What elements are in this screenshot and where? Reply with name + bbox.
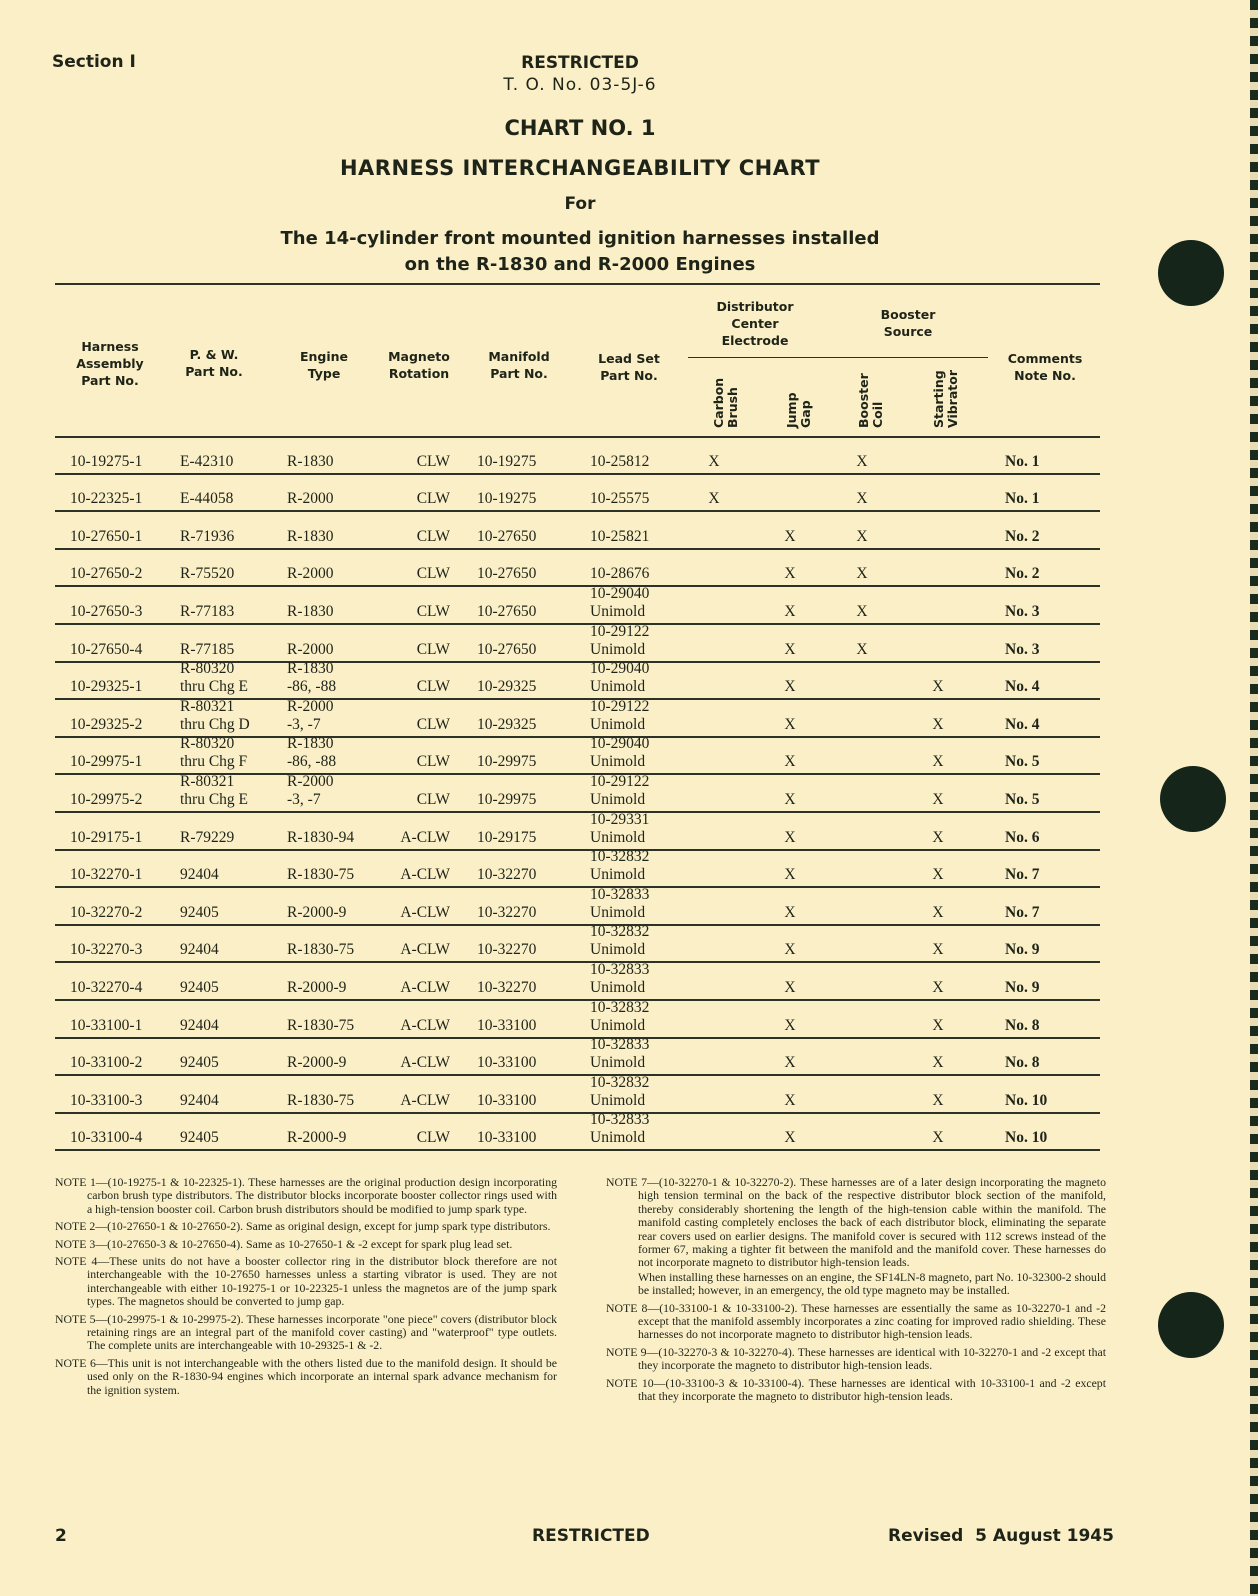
cell-magneto: A-CLW — [400, 828, 450, 846]
table-row — [55, 998, 1100, 1039]
cell-engine: R-1830-75 — [287, 941, 355, 959]
note-label: NOTE 4 — [55, 1254, 98, 1269]
cell-pw: 92404 — [180, 1091, 219, 1109]
cell-magneto: A-CLW — [400, 978, 450, 996]
cell-note: No. 9 — [1005, 941, 1040, 959]
chart-subtitle — [0, 226, 1160, 278]
header-text: Comments — [1007, 351, 1083, 366]
cell-cb: X — [708, 490, 720, 508]
header-text: Electrode — [721, 333, 789, 348]
cell-manifold: 10-33100 — [477, 1129, 537, 1147]
cell-engine: R-2000-9 — [287, 978, 347, 996]
cell-magneto: A-CLW — [400, 1016, 450, 1034]
cell-pw: E-42310 — [180, 452, 234, 470]
cell-leadset: 10-32832 Unimold — [590, 848, 650, 884]
cell-sv: X — [932, 1129, 944, 1147]
note-note-1 — [55, 1176, 557, 1216]
header-text: Harness — [81, 339, 139, 354]
note-text: —These units do not have a booster collector ring in the distributor block therefore are not interchangeable with the 10-27650 harnesses unless a starting vibrator is used. They are not interchangeable with either 10-19275-1 or 10-22325-1 unless the magnetos are of the jump spark types. The magnetos should be converted to jump gap. — [87, 1254, 557, 1309]
table-row — [55, 697, 1100, 738]
cell-manifold: 10-27650 — [477, 527, 537, 545]
cell-harness: 10-27650-1 — [70, 527, 143, 545]
cell-manifold: 10-32270 — [477, 866, 537, 884]
header-text: Manifold — [488, 349, 550, 364]
cell-manifold: 10-32270 — [477, 903, 537, 921]
table-row — [55, 1111, 1100, 1152]
cell-sv: X — [932, 715, 944, 733]
cell-leadset: 10-29122 Unimold — [590, 772, 650, 808]
note-note-8 — [606, 1302, 1106, 1342]
cell-manifold: 10-29325 — [477, 678, 537, 696]
note-text: —(10-32270-3 & 10-32270-4). These harnesses are identical with 10-32270-1 and -2 except that they incorporate the magneto to distributor high-tension leads. — [638, 1344, 1106, 1373]
header-text: Magneto — [388, 349, 450, 364]
punch-hole-icon — [1158, 240, 1224, 306]
page-number: 2 — [55, 1526, 67, 1546]
cell-leadset: 10-29122 Unimold — [590, 622, 650, 658]
cell-harness: 10-29975-1 — [70, 753, 143, 771]
table-row — [55, 1073, 1100, 1114]
header-text: Part No. — [81, 373, 139, 388]
cell-engine: R-2000 — [287, 640, 334, 658]
note-text: —(10-19275-1 & 10-22325-1). These harnesses are the original production design incorporating carbon brush type distributors. The distributor blocks incorporate booster collector rings used with a high-tension booster coil. Carbon brush distributors should be modified to jump spark type. — [87, 1175, 557, 1216]
cell-engine: R-2000 -3, -7 — [287, 697, 334, 733]
cell-harness: 10-32270-2 — [70, 903, 143, 921]
col-header-pw — [174, 346, 254, 380]
note-text: —(10-27650-3 & 10-27650-4). Same as 10-27650-1 & -2 except for spark plug lead set. — [95, 1236, 513, 1251]
header-text: Booster — [880, 307, 936, 322]
header-text: Coil — [870, 401, 885, 428]
cell-note: No. 3 — [1005, 602, 1040, 620]
cell-jg: X — [784, 903, 796, 921]
cell-harness: 10-32270-1 — [70, 866, 143, 884]
cell-jg: X — [784, 565, 796, 583]
note-text: —(10-29975-1 & 10-29975-2). These harnesses incorporate "one piece" covers (distributor block retaining rings are an integral part of the manifold cover casting) and "waterproof" type outlets. The complete units are interchangeable with 10-29325-1 & -2. — [87, 1311, 557, 1353]
cell-sv: X — [932, 941, 944, 959]
cell-jg: X — [784, 715, 796, 733]
note-extra-text: When installing these harnesses on an engine, the SF14LN-8 magneto, part No. 10-32300-2 should be installed; however, in an emergency, the old type magneto may be installed. — [638, 1269, 1106, 1298]
col-header-starting-vibrator — [932, 370, 960, 428]
cell-pw: 92404 — [180, 941, 219, 959]
cell-jg: X — [784, 790, 796, 808]
cell-magneto: A-CLW — [400, 1091, 450, 1109]
table-row — [55, 960, 1100, 1001]
col-header-engine — [284, 348, 364, 382]
cell-note: No. 4 — [1005, 715, 1040, 733]
cell-engine: R-1830-94 — [287, 828, 355, 846]
chart-title: HARNESS INTERCHANGEABILITY CHART — [339, 156, 821, 180]
col-group-booster — [858, 306, 958, 340]
cell-harness: 10-29975-2 — [70, 790, 143, 808]
col-header-magneto — [376, 348, 462, 382]
cell-harness: 10-27650-3 — [70, 602, 143, 620]
header-text: Lead Set — [598, 351, 660, 366]
cell-manifold: 10-29175 — [477, 828, 537, 846]
cell-note: No. 9 — [1005, 978, 1040, 996]
cell-engine: R-2000-9 — [287, 903, 347, 921]
cell-manifold: 10-27650 — [477, 602, 537, 620]
cell-leadset: 10-29122 Unimold — [590, 697, 650, 733]
cell-leadset: 10-25575 — [590, 490, 650, 508]
cell-leadset: 10-32833 Unimold — [590, 1111, 650, 1147]
cell-jg: X — [784, 1091, 796, 1109]
cell-engine: R-1830 -86, -88 — [287, 660, 337, 696]
cell-pw: E-44058 — [180, 490, 234, 508]
cell-note: No. 3 — [1005, 640, 1040, 658]
cell-note: No. 6 — [1005, 828, 1040, 846]
cell-sv: X — [932, 978, 944, 996]
cell-sv: X — [932, 678, 944, 696]
cell-sv: X — [932, 903, 944, 921]
table-row — [55, 550, 1100, 588]
note-text: —(10-32270-1 & 10-32270-2). These harnesses are of a later design incorporating the magneto high tension terminal on the back of the respective distributor block section of the manifold, thereby considerably shortening the length of the high-tension cable within the manifold. The manifold casting completely encloses the back of each distributor block, eliminating the separate rear covers used on earlier designs. The manifold cover is secured with 112 screws instead of the former 67, making a tighter fit between the manifold and the manifold cover. These harnesses do not incorporate magneto to distributor high-tension leads. — [638, 1175, 1106, 1270]
cell-jg: X — [784, 941, 796, 959]
header-text: Carbon — [711, 377, 726, 428]
table-row — [55, 848, 1100, 889]
cell-sv: X — [932, 1091, 944, 1109]
table-row — [55, 810, 1100, 851]
classification-top: RESTRICTED — [521, 53, 639, 73]
note-note-3 — [55, 1238, 557, 1251]
cell-manifold: 10-19275 — [477, 452, 537, 470]
col-header-manifold — [476, 348, 562, 382]
section-label: Section I — [52, 52, 136, 72]
header-text: Vibrator — [945, 369, 960, 428]
cell-note: No. 10 — [1005, 1091, 1048, 1109]
cell-harness: 10-27650-2 — [70, 565, 143, 583]
cell-sv: X — [932, 790, 944, 808]
cell-magneto: CLW — [416, 527, 450, 545]
cell-note: No. 10 — [1005, 1129, 1048, 1147]
cell-note: No. 1 — [1005, 490, 1040, 508]
cell-harness: 10-29325-1 — [70, 678, 143, 696]
cell-leadset: 10-25812 — [590, 452, 650, 470]
cell-manifold: 10-27650 — [477, 640, 537, 658]
cell-harness: 10-33100-1 — [70, 1016, 143, 1034]
cell-harness: 10-33100-4 — [70, 1129, 143, 1147]
cell-manifold: 10-32270 — [477, 978, 537, 996]
cell-magneto: CLW — [416, 452, 450, 470]
header-text: Assembly — [76, 356, 144, 371]
notes-left-column — [55, 1176, 557, 1401]
cell-leadset: 10-32832 Unimold — [590, 998, 650, 1034]
cell-sv: X — [932, 828, 944, 846]
cell-note: No. 7 — [1005, 866, 1040, 884]
note-note-6 — [55, 1357, 557, 1397]
note-note-10 — [606, 1377, 1106, 1404]
note-text: —This unit is not interchangeable with the others listed due to the manifold design. It should be used only on the R-1830-94 engines which incorporate an internal spark advance mechanism for the ignition system. — [87, 1355, 557, 1397]
cell-bc: X — [856, 490, 868, 508]
row-divider — [55, 1149, 1100, 1151]
cell-magneto: A-CLW — [400, 903, 450, 921]
cell-pw: R-75520 — [180, 565, 235, 583]
note-note-4 — [55, 1255, 557, 1309]
note-text: —(10-33100-3 & 10-33100-4). These harnesses are identical with 10-33100-1 and -2 except that they incorporate the magneto to distributor high-tension leads. — [638, 1375, 1106, 1404]
cell-jg: X — [784, 640, 796, 658]
table-row — [55, 772, 1100, 813]
note-note-5 — [55, 1313, 557, 1353]
punch-hole-icon — [1160, 766, 1226, 832]
table-row — [55, 923, 1100, 964]
cell-pw: 92404 — [180, 866, 219, 884]
cell-bc: X — [856, 452, 868, 470]
cell-note: No. 2 — [1005, 527, 1040, 545]
header-text: Brush — [725, 387, 740, 428]
col-header-harness — [62, 338, 158, 389]
cell-pw: R-71936 — [180, 527, 235, 545]
cell-magneto: CLW — [416, 490, 450, 508]
note-label: NOTE 9 — [606, 1344, 647, 1359]
cell-manifold: 10-29325 — [477, 715, 537, 733]
cell-note: No. 7 — [1005, 903, 1040, 921]
cell-engine: R-1830-75 — [287, 866, 355, 884]
page-header — [0, 52, 1160, 96]
subtitle-line-1: The 14-cylinder front mounted ignition harnesses installed — [280, 228, 880, 249]
note-label: NOTE 10 — [606, 1375, 654, 1390]
table-row — [55, 584, 1100, 625]
chart-for: For — [564, 194, 596, 214]
table-top-rule — [55, 283, 1100, 285]
cell-note: No. 5 — [1005, 753, 1040, 771]
cell-engine: R-1830 -86, -88 — [287, 735, 337, 771]
header-text: Type — [307, 366, 341, 381]
note-note-7 — [606, 1176, 1106, 1270]
cell-sv: X — [932, 1054, 944, 1072]
cell-pw: R-79229 — [180, 828, 235, 846]
table-row — [55, 660, 1100, 701]
cell-jg: X — [784, 1054, 796, 1072]
cell-harness: 10-32270-3 — [70, 941, 143, 959]
cell-pw: 92405 — [180, 978, 219, 996]
cell-bc: X — [856, 565, 868, 583]
cell-bc: X — [856, 640, 868, 658]
cell-manifold: 10-33100 — [477, 1054, 537, 1072]
note-text: —(10-27650-1 & 10-27650-2). Same as original design, except for jump spark type distributors. — [95, 1219, 551, 1234]
cell-leadset: 10-25821 — [590, 527, 650, 545]
cell-harness: 10-22325-1 — [70, 490, 143, 508]
subtitle-line-2: on the R-1830 and R-2000 Engines — [404, 254, 756, 275]
table-row — [55, 735, 1100, 776]
cell-jg: X — [784, 1016, 796, 1034]
cell-magneto: A-CLW — [400, 1054, 450, 1072]
cell-jg: X — [784, 753, 796, 771]
table-row — [55, 885, 1100, 926]
cell-leadset: 10-29331 Unimold — [590, 810, 650, 846]
note-label: NOTE 2 — [55, 1219, 96, 1234]
col-header-jump-gap — [785, 392, 813, 428]
binding-edge — [1250, 0, 1258, 1596]
cell-pw: 92405 — [180, 1054, 219, 1072]
cell-engine: R-2000-9 — [287, 1129, 347, 1147]
cell-engine: R-1830 — [287, 452, 334, 470]
cell-note: No. 5 — [1005, 790, 1040, 808]
cell-engine: R-1830-75 — [287, 1091, 355, 1109]
cell-manifold: 10-33100 — [477, 1091, 537, 1109]
cell-magneto: CLW — [416, 1129, 450, 1147]
cell-manifold: 10-27650 — [477, 565, 537, 583]
cell-magneto: CLW — [416, 602, 450, 620]
cell-note: No. 1 — [1005, 452, 1040, 470]
revision-date: Revised 5 August 1945 — [888, 1526, 1114, 1546]
cell-leadset: 10-32833 Unimold — [590, 960, 650, 996]
cell-leadset: 10-28676 — [590, 565, 650, 583]
cell-pw: 92404 — [180, 1016, 219, 1034]
cell-leadset: 10-29040 Unimold — [590, 735, 650, 771]
cell-engine: R-2000 — [287, 490, 334, 508]
table-row — [55, 512, 1100, 550]
header-text: Source — [883, 324, 933, 339]
header-text: Distributor — [716, 299, 794, 314]
header-text: Part No. — [490, 366, 548, 381]
cell-harness: 10-33100-2 — [70, 1054, 143, 1072]
cell-engine: R-1830 — [287, 602, 334, 620]
cell-magneto: CLW — [416, 640, 450, 658]
cell-leadset: 10-32833 Unimold — [590, 1036, 650, 1072]
header-text: Starting — [931, 370, 946, 428]
header-text: Part No. — [600, 368, 658, 383]
cell-manifold: 10-32270 — [477, 941, 537, 959]
col-header-leadset — [586, 350, 672, 384]
cell-magneto: A-CLW — [400, 941, 450, 959]
cell-magneto: CLW — [416, 565, 450, 583]
cell-manifold: 10-29975 — [477, 790, 537, 808]
table-row — [55, 622, 1100, 663]
col-header-carbon-brush — [712, 378, 740, 428]
note-label: NOTE 7 — [606, 1175, 648, 1189]
note-note-2 — [55, 1220, 557, 1233]
cell-sv: X — [932, 1016, 944, 1034]
note-label: NOTE 8 — [606, 1300, 648, 1315]
header-text: Part No. — [185, 364, 243, 379]
punch-hole-icon — [1158, 1292, 1224, 1358]
note-label: NOTE 5 — [55, 1311, 96, 1326]
cell-leadset: 10-32832 Unimold — [590, 1073, 650, 1109]
cell-pw: 92405 — [180, 903, 219, 921]
cell-pw: 92405 — [180, 1129, 219, 1147]
header-text: Booster — [856, 373, 871, 428]
cell-leadset: 10-32832 Unimold — [590, 923, 650, 959]
table-row — [55, 437, 1100, 475]
classification-bottom: RESTRICTED — [532, 1526, 650, 1546]
cell-sv: X — [932, 753, 944, 771]
chart-number: CHART NO. 1 — [504, 116, 656, 140]
cell-jg: X — [784, 602, 796, 620]
cell-jg: X — [784, 527, 796, 545]
header-text: P. & W. — [189, 347, 239, 362]
cell-pw: R-80321 thru Chg D — [180, 697, 250, 733]
table-row — [55, 475, 1100, 513]
cell-harness: 10-29175-1 — [70, 828, 143, 846]
cell-jg: X — [784, 1129, 796, 1147]
header-text: Jump — [784, 392, 799, 428]
cell-magneto: A-CLW — [400, 866, 450, 884]
col-header-booster-coil — [857, 373, 885, 428]
cell-jg: X — [784, 678, 796, 696]
note-label: NOTE 1 — [55, 1175, 96, 1189]
cell-cb: X — [708, 452, 720, 470]
header-text: Center — [731, 316, 779, 331]
cell-note: No. 8 — [1005, 1016, 1040, 1034]
col-header-comments — [990, 350, 1100, 384]
to-number: T. O. No. 03-5J-6 — [503, 75, 657, 95]
cell-manifold: 10-33100 — [477, 1016, 537, 1034]
cell-pw: R-80320 thru Chg E — [180, 660, 249, 696]
cell-bc: X — [856, 527, 868, 545]
cell-note: No. 4 — [1005, 678, 1040, 696]
cell-jg: X — [784, 828, 796, 846]
note-label: NOTE 3 — [55, 1236, 96, 1251]
header-text: Note No. — [1014, 368, 1076, 383]
note-note-9 — [606, 1346, 1106, 1373]
cell-bc: X — [856, 602, 868, 620]
cell-engine: R-1830-75 — [287, 1016, 355, 1034]
cell-harness: 10-19275-1 — [70, 452, 143, 470]
note-text: —(10-33100-1 & 10-33100-2). These harnesses are essentially the same as 10-32270-1 and -2 except that the manifold assembly incorporates a zinc coating for improved radio shielding. These harnesses do not incorporate magneto to distributor high-tension leads. — [638, 1300, 1106, 1342]
cell-engine: R-2000 — [287, 565, 334, 583]
cell-magneto: CLW — [416, 678, 450, 696]
cell-manifold: 10-19275 — [477, 490, 537, 508]
table-row — [55, 1036, 1100, 1077]
cell-leadset: 10-29040 Unimold — [590, 584, 650, 620]
notes-right-column — [606, 1176, 1106, 1408]
cell-pw: R-77183 — [180, 602, 235, 620]
cell-harness: 10-27650-4 — [70, 640, 143, 658]
cell-engine: R-1830 — [287, 527, 334, 545]
cell-sv: X — [932, 866, 944, 884]
cell-magneto: CLW — [416, 753, 450, 771]
cell-magneto: CLW — [416, 790, 450, 808]
cell-note: No. 8 — [1005, 1054, 1040, 1072]
cell-leadset: 10-32833 Unimold — [590, 885, 650, 921]
col-group-distributor — [700, 298, 810, 349]
cell-manifold: 10-29975 — [477, 753, 537, 771]
cell-jg: X — [784, 978, 796, 996]
cell-pw: R-77185 — [180, 640, 235, 658]
cell-jg: X — [784, 866, 796, 884]
cell-leadset: 10-29040 Unimold — [590, 660, 650, 696]
cell-harness: 10-32270-4 — [70, 978, 143, 996]
cell-pw: R-80321 thru Chg E — [180, 772, 249, 808]
group-header-rule — [688, 357, 988, 358]
cell-harness: 10-29325-2 — [70, 715, 143, 733]
cell-magneto: CLW — [416, 715, 450, 733]
note-label: NOTE 6 — [55, 1355, 96, 1370]
header-text: Gap — [798, 400, 813, 428]
cell-pw: R-80320 thru Chg F — [180, 735, 248, 771]
header-text: Rotation — [388, 366, 450, 381]
cell-harness: 10-33100-3 — [70, 1091, 143, 1109]
cell-engine: R-2000-9 — [287, 1054, 347, 1072]
cell-engine: R-2000 -3, -7 — [287, 772, 334, 808]
cell-note: No. 2 — [1005, 565, 1040, 583]
header-text: Engine — [299, 349, 349, 364]
